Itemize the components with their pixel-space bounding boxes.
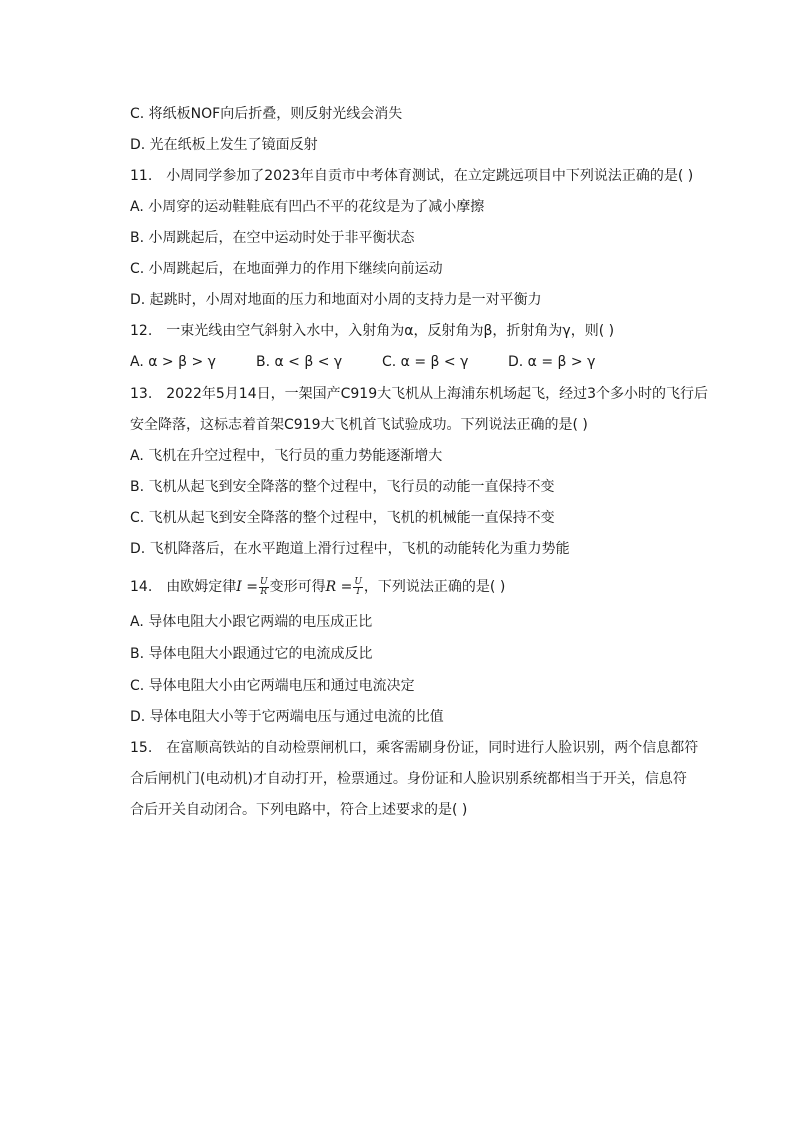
q10-option-c: C. 将纸板NOF向后折叠，则反射光线会消失 — [130, 106, 403, 122]
q14-formula-1-fraction — [259, 578, 269, 597]
q14-option-d: D. 导体电阻大小等于它两端电压与通过电流的比值 — [130, 709, 444, 725]
q12-options-row — [130, 352, 634, 372]
q13-option-c: C. 飞机从起飞到安全降落的整个过程中，飞机的机械能一直保持不变 — [130, 510, 555, 526]
q13-option-d: D. 飞机降落后，在水平跑道上滑行过程中，飞机的动能转化为重力势能 — [130, 541, 570, 557]
q11-option-a: A. 小周穿的运动鞋鞋底有凹凸不平的花纹是为了减小摩擦 — [130, 199, 485, 215]
q11-stem-line — [130, 166, 693, 186]
q11-option-b: B. 小周跳起后，在空中运动时处于非平衡状态 — [130, 230, 415, 246]
q15-stem-line-1 — [130, 738, 698, 758]
q14-formula-2-lhs: R = — [325, 579, 353, 595]
q12-option-a: A. α > β > γ — [130, 354, 216, 370]
q11-stem: 小周同学参加了2023年自贡市中考体育测试，在立定跳远项目中下列说法正确的是( ) — [166, 168, 694, 184]
q14-stem-part-1: 由欧姆定律 — [166, 579, 237, 595]
q11-option-c: C. 小周跳起后，在地面弹力的作用下继续向前运动 — [130, 261, 443, 277]
q14-option-b: B. 导体电阻大小跟通过它的电流成反比 — [130, 646, 373, 662]
q14-formula-1-numerator: U — [259, 576, 268, 587]
q14-option-a: A. 导体电阻大小跟它两端的电压成正比 — [130, 614, 373, 630]
q12-number: 12. — [130, 323, 153, 339]
q12-option-c: C. α = β < γ — [382, 354, 469, 370]
q14-formula-2-denominator: I — [356, 586, 360, 597]
q15-stem-line-3: 合后开关自动闭合。下列电路中，符合上述要求的是( ) — [130, 802, 468, 818]
q14-stem-part-2: 变形可得 — [269, 579, 326, 595]
q13-stem-line-2: 安全降落，这标志着首架C919大飞机首飞试验成功。下列说法正确的是( ) — [130, 417, 588, 433]
q13-option-b: B. 飞机从起飞到安全降落的整个过程中，飞行员的动能一直保持不变 — [130, 479, 555, 495]
q14-formula-2-numerator: U — [354, 576, 362, 587]
q13-number: 13. — [130, 386, 153, 402]
q12-option-d: D. α = β > γ — [508, 354, 596, 370]
q14-formula-2-fraction — [353, 578, 363, 597]
q13-option-a: A. 飞机在升空过程中，飞行员的重力势能逐渐增大 — [130, 448, 443, 464]
q15-stem-1: 在富顺高铁站的自动检票闸机口，乘客需刷身份证，同时进行人脸识别，两个信息都符 — [166, 740, 699, 756]
q14-formula-1-lhs: I = — [236, 579, 258, 595]
q10-option-d: D. 光在纸板上发生了镜面反射 — [130, 137, 318, 153]
q14-formula-1-denominator: R — [260, 586, 268, 597]
q12-option-b: B. α < β < γ — [256, 354, 343, 370]
q12-stem-line — [130, 321, 614, 341]
q14-option-c: C. 导体电阻大小由它两端电压和通过电流决定 — [130, 678, 415, 694]
q14-stem-line — [130, 575, 505, 599]
q12-stem: 一束光线由空气斜射入水中，入射角为α，反射角为β，折射角为γ，则( ) — [166, 323, 615, 339]
q13-stem-1: 2022年5月14日，一架国产C919大飞机从上海浦东机场起飞，经过3个多小时的飞行后 — [166, 386, 709, 402]
q11-option-d: D. 起跳时，小周对地面的压力和地面对小周的支持力是一对平衡力 — [130, 292, 542, 308]
q14-stem-part-3: ，下列说法正确的是( ) — [363, 579, 506, 595]
q15-stem-line-2: 合后闸机门(电动机)才自动打开，检票通过。身份证和人脸识别系统都相当于开关，信息符 — [130, 771, 687, 787]
q15-number: 15. — [130, 740, 153, 756]
q11-number: 11. — [130, 168, 153, 184]
q13-stem-line-1 — [130, 384, 708, 404]
q14-number: 14. — [130, 579, 153, 595]
